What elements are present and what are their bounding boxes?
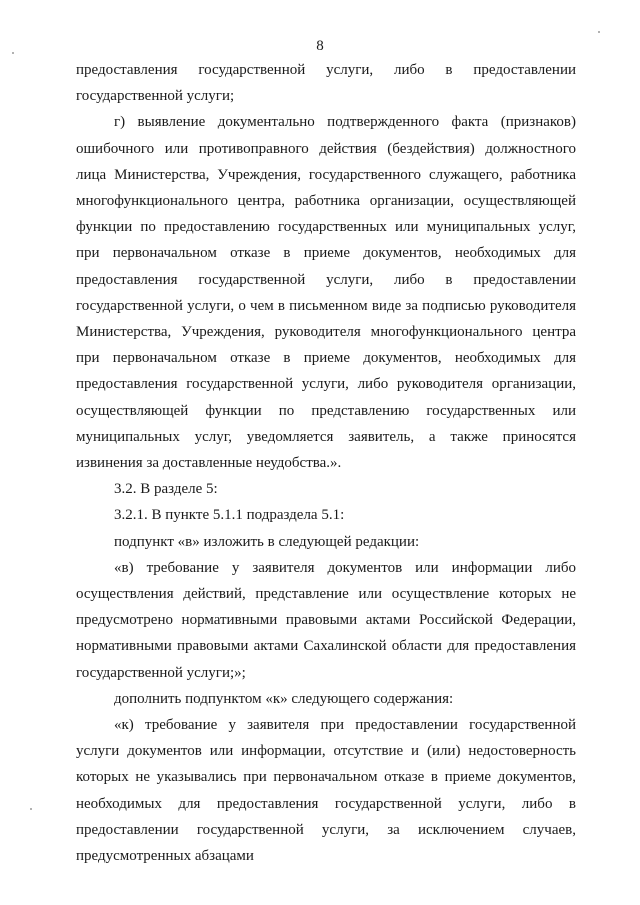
- scan-speck: [598, 31, 600, 33]
- paragraph-section-3-2: 3.2. В разделе 5:: [114, 481, 218, 498]
- document-body: [76, 57, 576, 869]
- paragraph-item-g: г) выявление документально подтвержденного факта (признаков) ошибочного или противоправного действия (бездействия) должностного лица Министерства, Учреждения, государственного служащего, работника многофункционального центра, работника организации, осуществляющей функции по предоставлению государственных или муниципальных услуг, при первоначальном отказе в приеме документов, необходимых для предоставления государственной услуги, либо в предоставлении государственной услуги, о чем в письменном виде за подписью руководителя Министерства, Учреждения, руководителя многофункционального центра при первоначальном отказе в приеме документов, необходимых для предоставления государственной услуги, либо руководителя организации, осуществляющей функции по представлению государственных или муниципальных услуг, уведомляется заявитель, а также приносятся извинения за доставленные неудобства.».: [76, 114, 576, 472]
- paragraph-subitem-v-text: «в) требование у заявителя документов или информации либо осуществления действий, представление или осуществление которых не предусмотрено нормативными правовыми актами Российской Федерации, нормативными правовыми актами Сахалинской области для предоставления государственной услуги;»;: [76, 559, 576, 681]
- paragraph-continuation: предоставления государственной услуги, либо в предоставлении государственной услуги;: [76, 62, 576, 105]
- page-number: 8: [316, 38, 324, 54]
- scan-speck: [30, 808, 32, 810]
- paragraph-subitem-k-text: «к) требование у заявителя при предоставлении государственной услуги документов или информации, отсутствие и (или) недостоверность которых не указывались при первоначальном отказе в приеме документов, необходимых для предоставления государственной услуги, либо в предоставлении государственной услуги, за исключением случаев, предусмотренных абзацами: [76, 717, 576, 865]
- paragraph-subitem-k-intro: дополнить подпунктом «к» следующего содержания:: [114, 690, 454, 707]
- scan-speck: [12, 52, 14, 54]
- paragraph-subitem-v-intro: подпункт «в» изложить в следующей редакции:: [114, 533, 420, 550]
- paragraph-section-3-2-1: 3.2.1. В пункте 5.1.1 подраздела 5.1:: [114, 507, 345, 524]
